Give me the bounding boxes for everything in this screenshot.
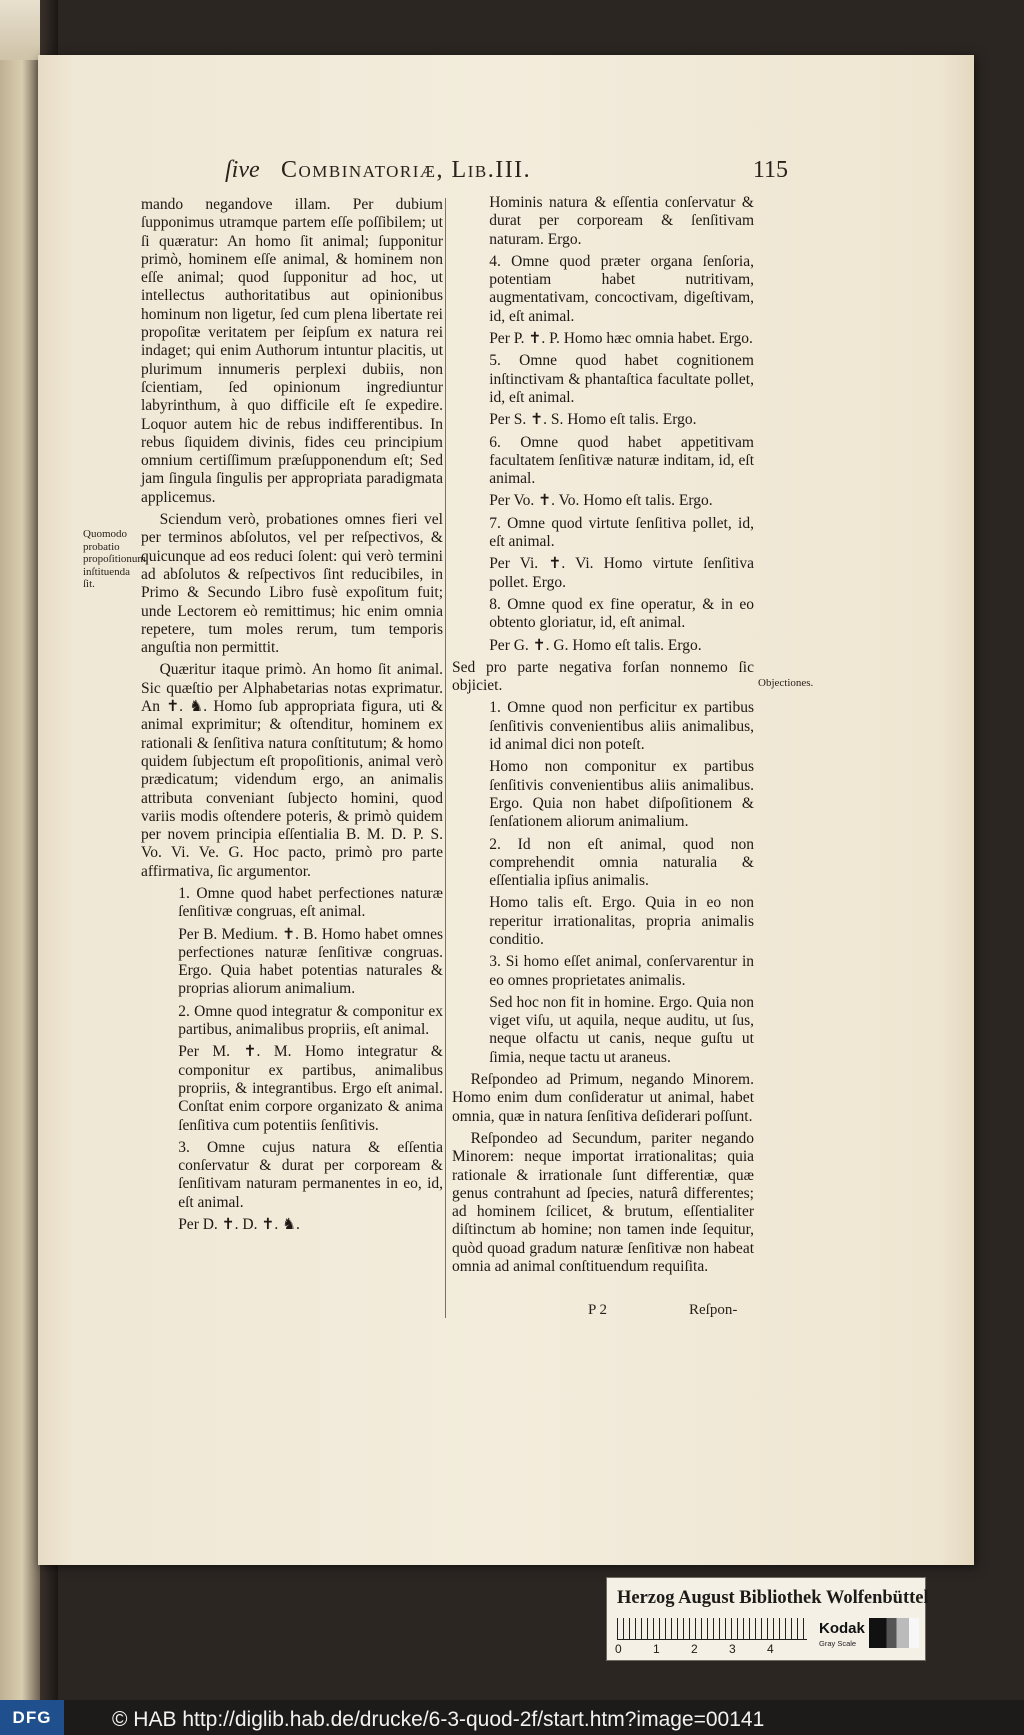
right-column-paragraph: 3. Si homo eſſet animal, conſervarentur in eo omnes proprietates animalis. xyxy=(489,953,754,989)
kodak-brand: Kodak xyxy=(819,1620,865,1637)
right-column-paragraph: Per Vo. ✝. Vo. Homo eſt talis. Ergo. xyxy=(489,492,713,510)
adjacent-page-edge xyxy=(0,0,40,1735)
right-column-paragraph: Reſpondeo ad Secundum, pariter negando Minorem: neque importat irrationalitas; quia rationale & irrationale ſunt differentiæ, quæ genus contrahunt ad ſpecies, naturâ differentes; ad hominem ſcilicet, & brutum, eſſentialiter diſtinctum ab homine; non tamen inde ſequitur, quòd quoad gradum naturæ ſenſitivæ non habeat omnia ad animal conſtituendum requiſita. xyxy=(452,1129,754,1276)
right-column-paragraph: Sed hoc non fit in homine. Ergo. Quia non viget viſu, ut aquila, neque auditu, ut ſus, neque olfactu ut canis, neque guſtu ut ſimia, neque tactu ut araneus. xyxy=(489,993,754,1066)
footer-copyright-url[interactable]: © HAB http://diglib.hab.de/drucke/6-3-quod-2f/start.htm?image=00141 xyxy=(112,1708,765,1731)
left-margin-note: Quomodo probatio propoſitionum inſtituenda ſit. xyxy=(83,528,146,590)
scale-number: 4 xyxy=(767,1642,774,1656)
right-column-paragraph: 4. Omne quod præter organa ſenſoria, potentiam habet nutritivam, augmentativam, concoctivam, digeſtivam, id, eſt animal. xyxy=(489,252,754,325)
gray-scale-patch xyxy=(869,1618,919,1648)
left-text-column xyxy=(141,196,443,1234)
signature-mark: P 2 xyxy=(588,1302,608,1318)
left-column-paragraph: 3. Omne cujus natura & eſſentia conſervatur & durat per corpoream & ſenſitivam naturam permanentes in eo, id, eſt animal. xyxy=(178,1138,443,1211)
right-column-paragraph: 7. Omne quod virtute ſenſitiva pollet, id, eſt animal. xyxy=(489,514,754,551)
left-column-paragraph: Per B. Medium. ✝. B. Homo habet omnes perfectiones naturæ ſenſitivæ congruas. Ergo. Quia habet potentias naturales & proprias aliorum animalium. xyxy=(178,925,443,998)
library-color-card xyxy=(606,1577,929,1661)
right-column-paragraph: 8. Omne quod ex fine operatur, & in eo obtento gloriatur, id, eſt animal. xyxy=(489,595,754,632)
left-column-paragraph: Per M. ✝. M. Homo integratur & componitur ex partibus, animalibus propriis, & integrantibus. Ergo eſt animal. Conſtat enim corpore organizato & anima ſenſitiva cum potentiis ſenſitivis. xyxy=(178,1043,443,1134)
right-column-paragraph: Homo non componitur ex partibus ſenſitivis convenientibus aliis animalibus. Ergo. Quia non habet diſpoſitionem & ſenſationem aliorum animalium. xyxy=(489,758,754,831)
left-column-paragraph: Per D. ✝. D. ✝. ♞. xyxy=(178,1216,300,1234)
right-column-paragraph: 2. Id non eſt animal, quod non comprehendit omnia naturalia & eſſentialia ipſius animalis. xyxy=(489,835,754,890)
scale-number: 0 xyxy=(615,1642,622,1656)
scale-number: 1 xyxy=(653,1642,660,1656)
catchword: Reſpon- xyxy=(689,1302,738,1318)
right-column-paragraph: Per G. ✝. G. Homo eſt talis. Ergo. xyxy=(489,636,702,654)
right-column-paragraph: 5. Omne quod habet cognitionem inſtinctivam & phantaſtica facultate pollet, id, eſt animal. xyxy=(489,352,754,406)
scale-number: 2 xyxy=(691,1642,698,1656)
dfg-logo: DFG xyxy=(0,1700,64,1735)
left-column-paragraph: Sciendum verò, probationes omnes fieri vel per terminos abſolutos, vel per reſpectivos, & quicunque ad eos reduci ſolent: qui verò termini ad abſolutos & reſpectivos ſint reducibiles, in Primo & Secundo Libro fusè expoſitum fuit; unde Lectorem eò remittimus; hic enim omnia repetere, tum moles rerum, tum temporis anguſtia non permittit. xyxy=(141,511,443,657)
library-name: Herzog August Bibliothek Wolfenbüttel xyxy=(617,1588,929,1608)
column-divider xyxy=(445,198,446,1318)
right-text-column xyxy=(452,194,754,1276)
running-header xyxy=(225,157,788,187)
header-title: Combinatoriæ, Lib.III. xyxy=(281,157,532,183)
kodak-subtitle: Gray Scale xyxy=(819,1639,857,1648)
right-margin-note: Objectiones. xyxy=(758,677,814,689)
right-column-paragraph: Per S. ✝. S. Homo eſt talis. Ergo. xyxy=(489,411,697,429)
right-column-paragraph: Reſpondeo ad Primum, negando Minorem. Homo enim dum conſideratur ut animal, habet omnia, quæ in natura ſenſitiva deſiderari poſſunt. xyxy=(452,1071,754,1125)
right-column-paragraph: Per P. ✝. P. Homo hæc omnia habet. Ergo. xyxy=(489,330,753,348)
right-column-paragraph: Homo talis eſt. Ergo. Quia in eo non reperitur irrationalitas, propria animalis conditio. xyxy=(489,894,754,948)
adjacent-page-corner xyxy=(0,0,40,60)
left-column-paragraph: mando negandove illam. Per dubium ſupponimus utramque partem eſſe poſſibilem; ut ſi quæratur: An homo ſit animal; ſupponitur primò, hominem eſſe animal, & hominem non eſſe animal; quod ſupponitur ad hoc, ut intellectus authoritatibus aut opinionibus hominum non ligetur, ſed cum plena libertate rei propoſitæ veritatem per ſeipſum ex natura rei indaget; qui enim Authorum intuntur placitis, ut plurimum innumeris perplexi dubiis, non ſcientiam, ſed opinionum ingrediuntur labyrinthum, à quo difficile eſt ſe expedire. Loquor autem hic de rebus indifferentibus. In rebus ſiquidem divinis, fides ceu principium omnium certiſſimum præſupponendum eſt; Sed jam ſingula ſingulis per appropriata paradigmata applicemus. xyxy=(141,196,443,506)
measure-scale xyxy=(617,1618,807,1640)
scale-number: 3 xyxy=(729,1642,736,1656)
left-column-paragraph: Quæritur itaque primò. An homo ſit animal. Sic quæſtio per Alphabetarias notas exprimatur. An ✝. ♞. Homo ſub appropriata figura, uti & animal exprimitur; & oſtenditur, hominem ex rationali & ſenſitiva natura conſtitutum; & homo quidem ſubjectum eſt propoſitionis, animal verò prædicatum; videndum ergo, an animalis attributa conveniant ſubjecto homini, quod variis modis oſtendere poteris, & primò quidem per novem principia eſſentialia B. M. D. P. S. Vo. Vi. Ve. G. Hoc pacto, primò pro parte affirmativa, ſic argumentor. xyxy=(141,661,443,880)
right-column-paragraph: Per Vi. ✝. Vi. Homo virtute ſenſitiva pollet. Ergo. xyxy=(489,555,754,591)
page-number: 115 xyxy=(752,157,788,183)
left-column-paragraph: 1. Omne quod habet perfectiones naturæ ſenſitivæ congruas, eſt animal. xyxy=(178,884,443,921)
right-column-paragraph: 1. Omne quod non perficitur ex partibus ſenſitivis convenientibus aliis animalibus, id animal dici non poteſt. xyxy=(489,699,754,754)
right-column-paragraph: Hominis natura & eſſentia conſervatur & durat per corpoream & ſenſitivam naturam. Ergo. xyxy=(489,194,754,248)
header-sive: ſive xyxy=(225,157,260,183)
right-column-paragraph: Sed pro parte negativa forſan nonnemo ſic objiciet. xyxy=(452,658,754,695)
left-column-paragraph: 2. Omne quod integratur & componitur ex partibus, animalibus propriis, eſt animal. xyxy=(178,1002,443,1039)
right-column-paragraph: 6. Omne quod habet appetitivam facultatem ſenſitivæ naturæ inditam, id, eſt animal. xyxy=(489,433,754,488)
